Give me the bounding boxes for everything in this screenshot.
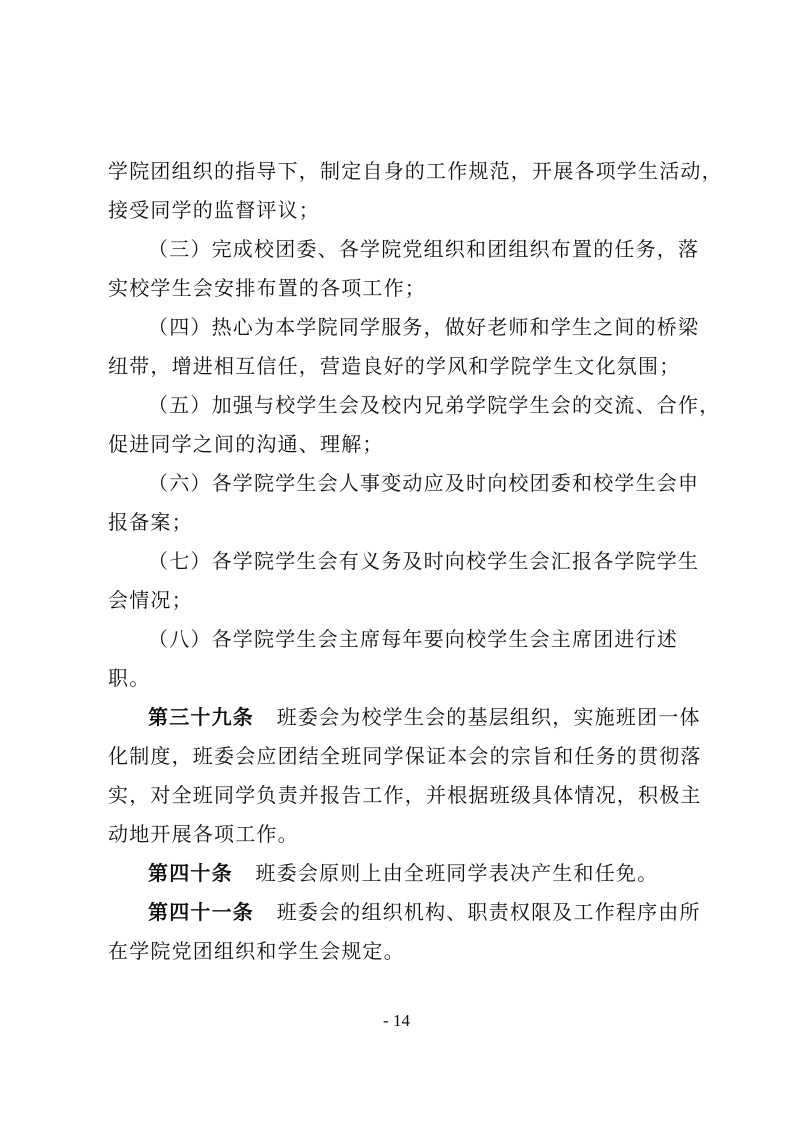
article-text: 班委会原则上由全班同学表决产生和任免。	[255, 861, 659, 885]
article-label: 第三十九条	[148, 705, 254, 729]
list-item-8-line: 职。	[108, 666, 151, 690]
list-item-6-line: 报备案；	[108, 510, 193, 534]
list-item-4-line: 纽带，增进相互信任，营造良好的学风和学院学生文化氛围；	[108, 354, 681, 378]
list-item-4-line: （四）热心为本学院同学服务，做好老师和学生之间的桥梁	[148, 315, 700, 339]
article-41-first-line	[108, 893, 701, 932]
text-line: 学院团组织的指导下，制定自身的工作规范，开展各项学生活动，	[108, 159, 723, 183]
text-line: 接受同学的监督评议；	[108, 198, 320, 222]
article-label: 第四十条	[148, 861, 233, 885]
body-text	[108, 152, 723, 971]
article-text: 班委会的组织机构、职责权限及工作程序由所	[276, 900, 701, 924]
article-text: 班委会为校学生会的基层组织，实施班团一体	[276, 705, 701, 729]
article-39-line: 化制度，班委会应团结全班同学保证本会的宗旨和任务的贯彻落	[108, 744, 702, 768]
article-label: 第四十一条	[148, 900, 254, 924]
list-item-3-line: 实校学生会安排布置的各项工作；	[108, 276, 426, 300]
list-item-6-line: （六）各学院学生会人事变动应及时向校团委和校学生会申	[148, 471, 700, 495]
article-39-line: 动地开展各项工作。	[108, 822, 299, 846]
list-item-5-line: 促进同学之间的沟通、理解；	[108, 432, 384, 456]
article-39-first-line	[108, 698, 701, 737]
list-item-8-line: （八）各学院学生会主席每年要向校学生会主席团进行述	[148, 627, 678, 651]
page-number: - 14	[383, 1011, 410, 1030]
article-39-line: 实，对全班同学负责并报告工作，并根据班级具体情况，积极主	[108, 783, 702, 807]
list-item-7-line: （七）各学院学生会有义务及时向校学生会汇报各学院学生	[148, 549, 700, 573]
list-item-5-line: （五）加强与校学生会及校内兄弟学院学生会的交流、合作，	[148, 393, 721, 417]
article-41-line: 在学院党团组织和学生会规定。	[108, 939, 405, 963]
list-item-7-line: 会情况；	[108, 588, 193, 612]
article-40-first-line	[108, 854, 694, 893]
list-item-3-line: （三）完成校团委、各学院党组织和团组织布置的任务，落	[148, 237, 700, 261]
